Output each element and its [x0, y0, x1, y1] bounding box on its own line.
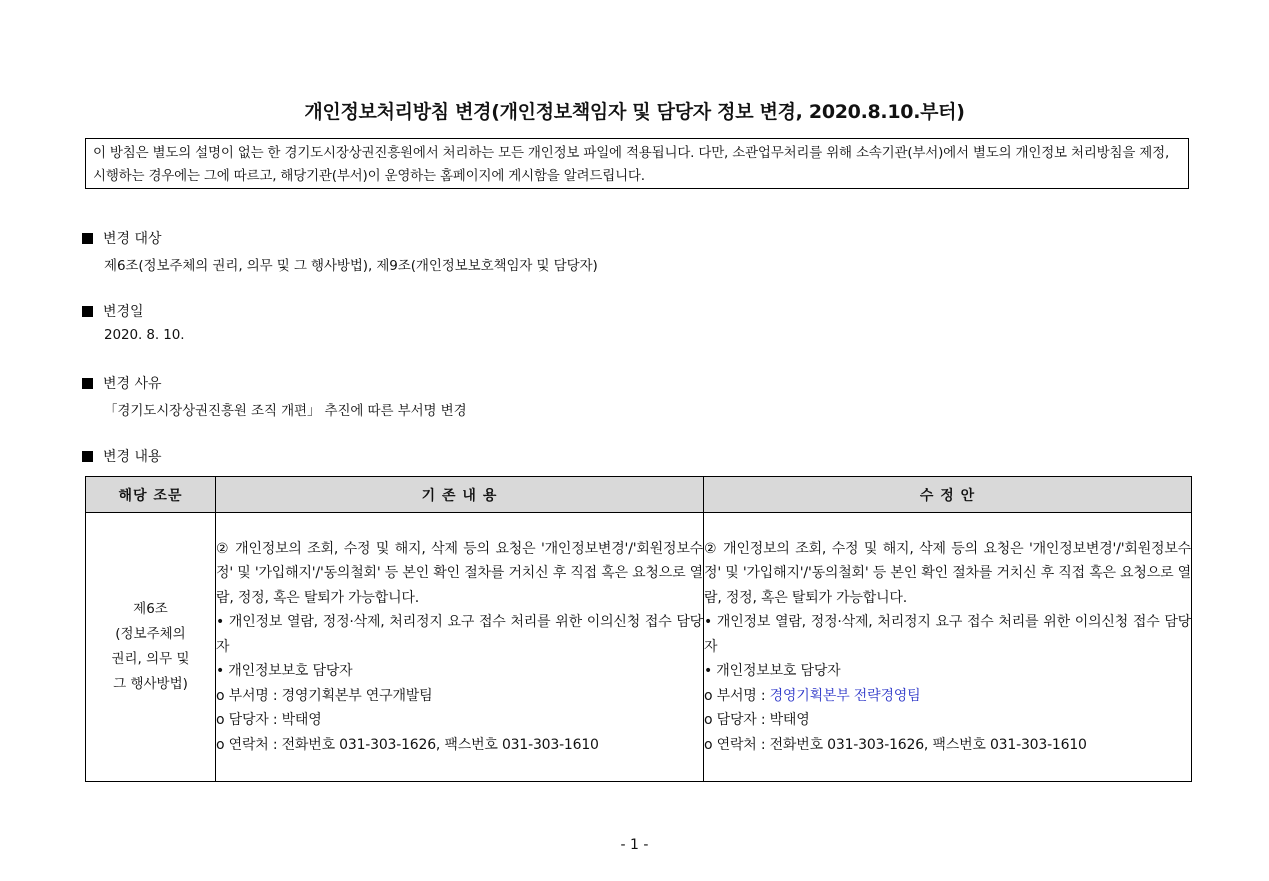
square-bullet-icon — [82, 306, 93, 317]
page-title: 개인정보처리방침 변경(개인정보책임자 및 담당자 정보 변경, 2020.8.10.부터) — [304, 101, 965, 123]
section-body: 「경기도시장상권진흥원 조직 개편」 추진에 따른 부서명 변경 — [104, 403, 467, 419]
section-body: 제6조(정보주체의 권리, 의무 및 그 행사방법), 제9조(개인정보보호책임자 및 담당자) — [104, 258, 598, 274]
bullet-objection-contact: • 개인정보 열람, 정정·삭제, 처리정지 요구 접수 처리를 위한 이의신청 접수 담당자 — [704, 614, 1191, 655]
article-line: 제6조 — [133, 601, 168, 617]
department-line — [704, 684, 1191, 709]
column-header-article: 해당 조문 — [86, 477, 216, 513]
column-header-before: 기 존 내 용 — [216, 477, 704, 513]
bullet-privacy-manager: • 개인정보보호 담당자 — [216, 663, 353, 680]
before-content-cell — [216, 513, 704, 782]
article-cell — [86, 513, 216, 782]
rights-paragraph: ② 개인정보의 조회, 수정 및 해지, 삭제 등의 요청은 '개인정보변경'/'회원정보수정' 및 '가입해지'/'동의철회' 등 본인 확인 절차를 거치신 후 직접 혹은 요청으로 열람, 정정, 혹은 탈퇴가 가능합니다. — [216, 540, 703, 606]
department-value: 경영기획본부 연구개발팀 — [281, 687, 433, 704]
column-header-after: 수 정 안 — [704, 477, 1192, 513]
section-change-target — [82, 228, 598, 274]
section-heading: 변경일 — [103, 304, 144, 320]
section-change-reason — [82, 373, 467, 419]
bullet-privacy-manager: • 개인정보보호 담당자 — [704, 663, 841, 680]
department-label: o 부서명 : — [216, 687, 282, 704]
section-change-content — [82, 446, 162, 466]
page-number: - 1 - — [620, 837, 649, 853]
contact-line: o 연락처 : 전화번호 031-303-1626, 팩스번호 031-303-1610 — [704, 736, 1087, 753]
table-row — [86, 513, 1192, 782]
section-change-date — [82, 301, 184, 343]
manager-line: o 담당자 : 박태영 — [704, 712, 810, 729]
article-line: (정보주체의 — [115, 626, 186, 642]
department-line — [216, 684, 703, 709]
department-label: o 부서명 : — [704, 687, 770, 704]
changes-table — [85, 476, 1192, 782]
square-bullet-icon — [82, 378, 93, 389]
manager-line: o 담당자 : 박태영 — [216, 712, 322, 729]
square-bullet-icon — [82, 451, 93, 462]
department-value-changed: 경영기획본부 전략경영팀 — [769, 687, 921, 704]
square-bullet-icon — [82, 233, 93, 244]
table-header-row — [86, 477, 1192, 513]
section-body: 2020. 8. 10. — [104, 327, 185, 343]
section-heading: 변경 대상 — [103, 231, 162, 247]
bullet-objection-contact: • 개인정보 열람, 정정·삭제, 처리정지 요구 접수 처리를 위한 이의신청 접수 담당자 — [216, 614, 703, 655]
section-heading: 변경 내용 — [103, 449, 162, 465]
rights-paragraph: ② 개인정보의 조회, 수정 및 해지, 삭제 등의 요청은 '개인정보변경'/'회원정보수정' 및 '가입해지'/'동의철회' 등 본인 확인 절차를 거치신 후 직접 혹은 요청으로 열람, 정정, 혹은 탈퇴가 가능합니다. — [704, 540, 1191, 606]
section-heading: 변경 사유 — [103, 376, 162, 392]
contact-line: o 연락처 : 전화번호 031-303-1626, 팩스번호 031-303-1610 — [216, 736, 599, 753]
policy-notice-box: 이 방침은 별도의 설명이 없는 한 경기도시장상권진흥원에서 처리하는 모든 개인정보 파일에 적용됩니다. 다만, 소관업무처리를 위해 소속기관(부서)에서 별도의 개인정보 처리방침을 제정, 시행하는 경우에는 그에 따르고, 해당기관(부서)이 운영하는 홈페이지에 게시함을 알려드립니다. — [85, 138, 1189, 189]
after-content-cell — [704, 513, 1192, 782]
article-line: 권리, 의무 및 — [111, 651, 190, 667]
article-line: 그 행사방법) — [113, 676, 188, 692]
